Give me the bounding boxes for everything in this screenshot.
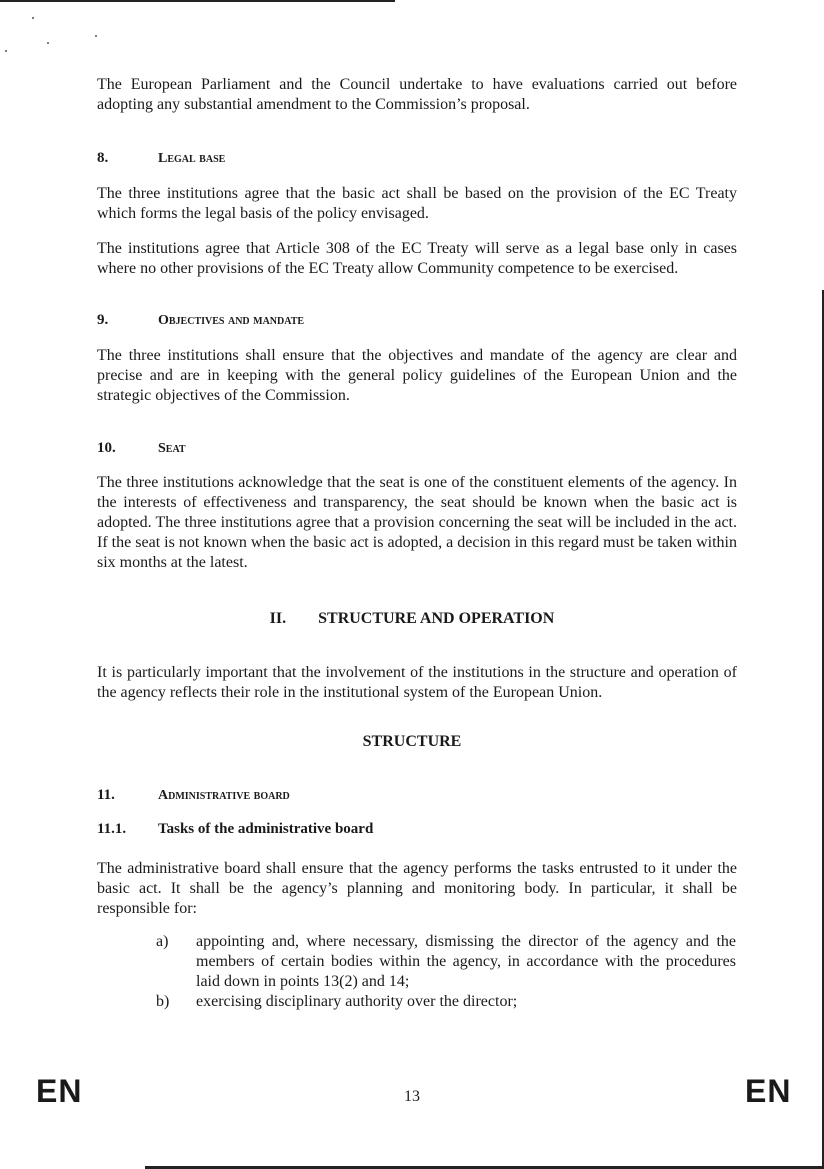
list-item <box>156 992 736 1012</box>
subsection-11-1-heading <box>97 821 373 838</box>
subsection-number: 11.1. <box>97 821 127 837</box>
scan-speck <box>5 50 7 52</box>
section-title: Seat <box>158 441 186 456</box>
list-item-text: exercising disciplinary authority over the director; <box>196 993 518 1010</box>
structure-heading: STRUCTURE <box>362 733 462 750</box>
part-title: STRUCTURE AND OPERATION <box>318 610 555 627</box>
section-10-heading <box>97 440 186 457</box>
section-11-paragraph: The administrative board shall ensure that the agency performs the tasks entrusted to it under the basic act. It shall be the agency’s planning and monitoring body. In particular, it shall be responsible for: <box>97 860 737 917</box>
scan-speck <box>47 42 49 44</box>
section-8-paragraph-1: The three institutions agree that the basic act shall be based on the provision of the EC Treaty which forms the legal basis of the policy envisaged. <box>97 185 737 222</box>
section-number: 8. <box>97 150 109 166</box>
section-title: Objectives and mandate <box>158 313 305 328</box>
subsection-title: Tasks of the administrative board <box>158 821 374 837</box>
section-title: Legal base <box>158 151 226 166</box>
section-10-paragraph: The three institutions acknowledge that the seat is one of the constituent elements of the agency. In the interests of effectiveness and transparency, the seat should be known when the basic act is adopted. The three institutions agree that a provision concerning the seat will be included in the act. If the seat is not known when the basic act is adopted, a decision in this regard must be taken within six months at the latest. <box>97 474 737 571</box>
part-number: II. <box>269 610 287 627</box>
footer-language-left: EN <box>36 1073 83 1109</box>
footer-language-right: EN <box>745 1073 792 1109</box>
section-9-paragraph: The three institutions shall ensure that the objectives and mandate of the agency are clear and precise and are in keeping with the general policy guidelines of the European Union and the strategic objectives of the Commission. <box>97 347 737 404</box>
list-marker: b) <box>156 993 170 1010</box>
section-8-heading <box>97 150 225 167</box>
section-8-paragraph-2: The institutions agree that Article 308 of the EC Treaty will serve as a legal base only in cases where no other provisions of the EC Treaty allow Community competence to be exercised. <box>97 240 737 277</box>
intro-paragraph: The European Parliament and the Council undertake to have evaluations carried out before adopting any substantial amendment to the Commission’s proposal. <box>97 76 737 113</box>
list-item-text: appointing and, where necessary, dismissing the director of the agency and the members of certain bodies within the agency, in accordance with the procedures laid down in points 13(2) and 14; <box>196 933 736 990</box>
section-number: 9. <box>97 312 109 328</box>
section-number: 11. <box>97 787 115 803</box>
page-number: 13 <box>404 1088 420 1105</box>
scan-speck <box>32 17 34 19</box>
list-marker: a) <box>156 933 169 950</box>
part-heading <box>0 610 824 628</box>
section-title: Administrative board <box>158 788 290 803</box>
list-item <box>156 932 736 992</box>
section-9-heading <box>97 312 304 329</box>
scan-edge-top <box>0 0 395 2</box>
part-2-paragraph: It is particularly important that the involvement of the institutions in the structure and operation of the agency reflects their role in the institutional system of the European Union. <box>97 664 737 701</box>
section-number: 10. <box>97 440 116 456</box>
scan-speck <box>95 35 97 37</box>
section-11-heading <box>97 787 290 804</box>
